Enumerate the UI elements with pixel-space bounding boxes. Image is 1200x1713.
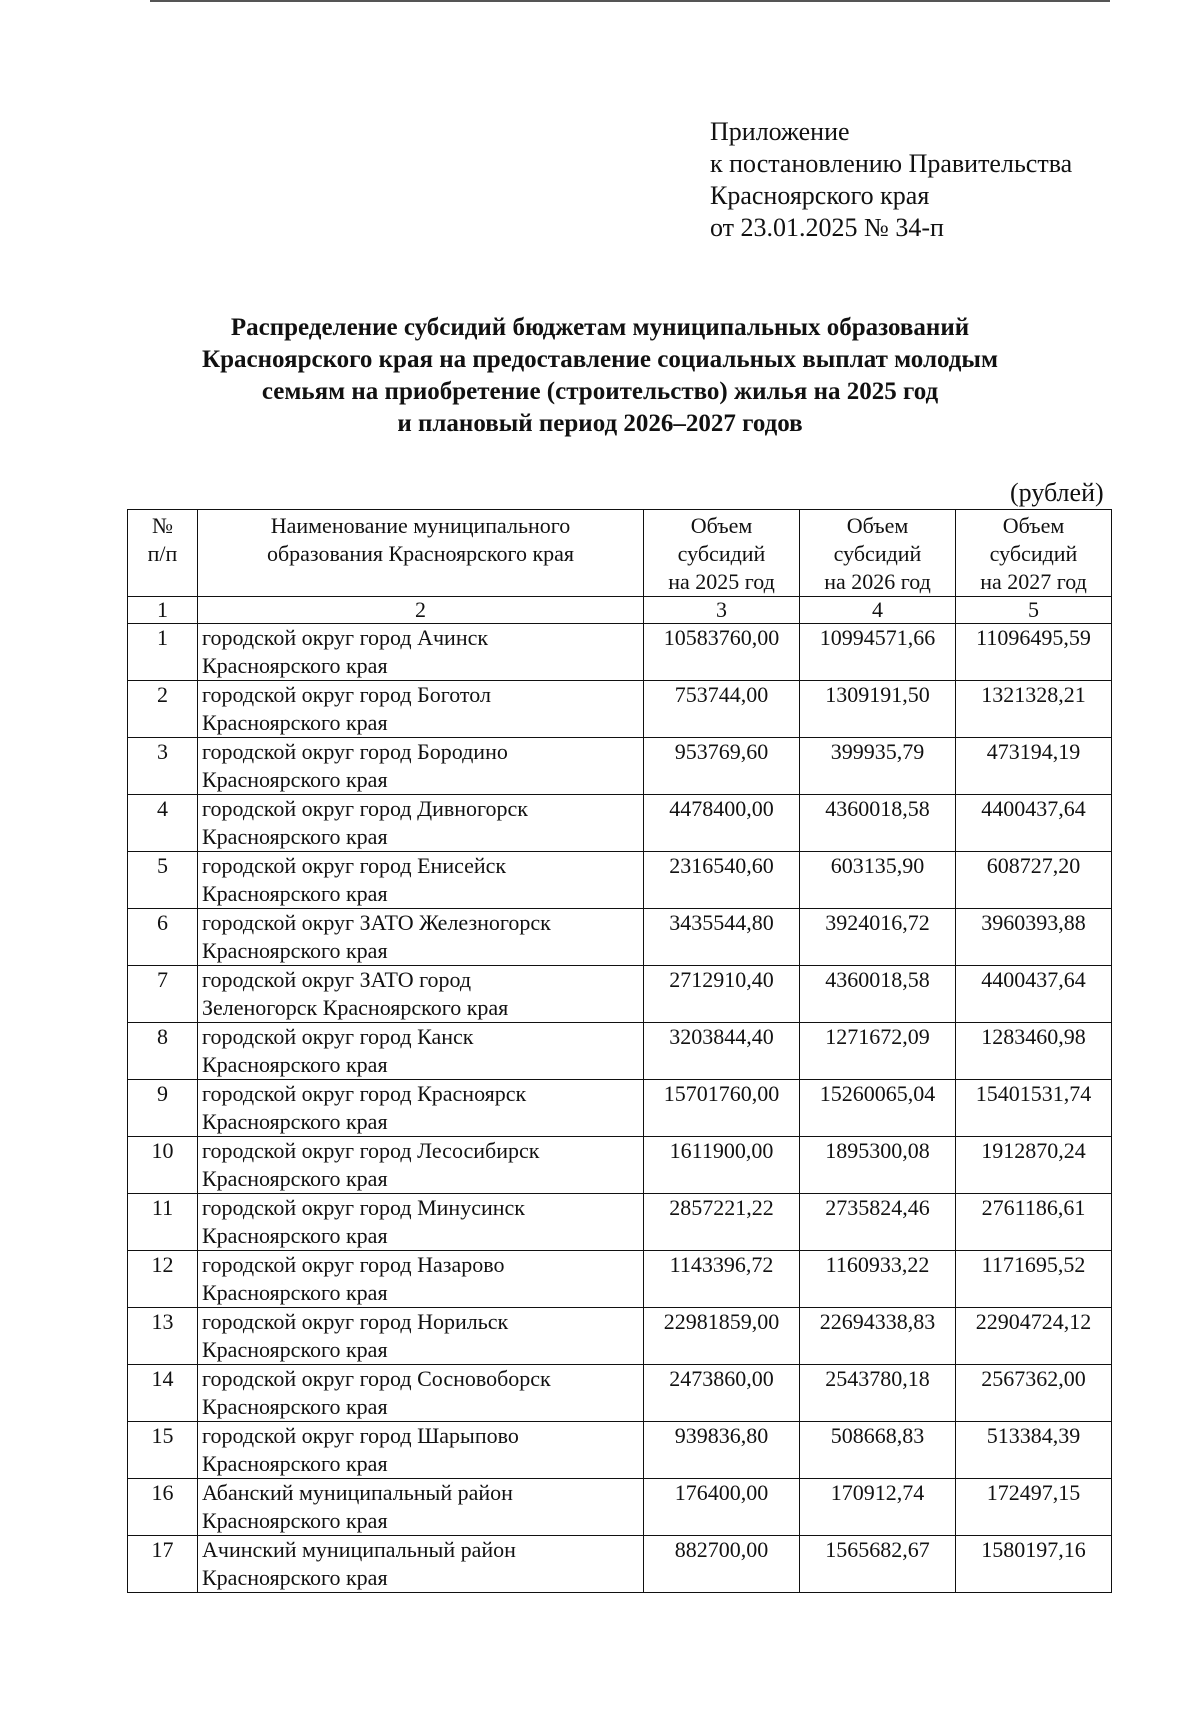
row-number: 13	[128, 1308, 198, 1365]
municipality-name-line: городской округ город Норильск	[202, 1309, 509, 1334]
subsidy-2026: 3924016,72	[800, 909, 956, 966]
subsidy-2026: 170912,74	[800, 1479, 956, 1536]
table-row	[128, 795, 1112, 852]
municipality-name-line: городской округ город Лесосибирск	[202, 1138, 540, 1163]
column-index: 3	[644, 597, 800, 624]
subsidy-2027: 608727,20	[956, 852, 1112, 909]
municipality-name-line: Красноярского края	[202, 710, 388, 735]
municipality-name	[198, 1251, 644, 1308]
table-row	[128, 1308, 1112, 1365]
subsidy-2026: 10994571,66	[800, 624, 956, 681]
table-row	[128, 1251, 1112, 1308]
municipality-name-line: Красноярского края	[202, 1451, 388, 1476]
row-number: 12	[128, 1251, 198, 1308]
row-number: 7	[128, 966, 198, 1023]
municipality-name-line: Красноярского края	[202, 1166, 388, 1191]
subsidy-2027: 11096495,59	[956, 624, 1112, 681]
municipality-name-line: Красноярского края	[202, 1394, 388, 1419]
table-row	[128, 1023, 1112, 1080]
table-row	[128, 1479, 1112, 1536]
subsidy-2025: 176400,00	[644, 1479, 800, 1536]
row-number: 3	[128, 738, 198, 795]
municipality-name	[198, 1422, 644, 1479]
subsidy-2025: 953769,60	[644, 738, 800, 795]
row-number: 9	[128, 1080, 198, 1137]
subsidy-2025: 1143396,72	[644, 1251, 800, 1308]
row-number: 17	[128, 1536, 198, 1593]
row-number: 2	[128, 681, 198, 738]
municipality-name-line: Красноярского края	[202, 767, 388, 792]
municipality-name-line: Красноярского края	[202, 881, 388, 906]
municipality-name-line: городской округ город Канск	[202, 1024, 474, 1049]
subsidy-2025: 2473860,00	[644, 1365, 800, 1422]
appendix-line: Приложение	[710, 117, 850, 146]
units-label: (рублей)	[1010, 478, 1104, 507]
municipality-name-line: городской округ город Дивногорск	[202, 796, 528, 821]
subsidy-table	[127, 509, 1112, 1593]
subsidy-2027: 15401531,74	[956, 1080, 1112, 1137]
municipality-name-line: городской округ город Минусинск	[202, 1195, 525, 1220]
subsidy-2026: 15260065,04	[800, 1080, 956, 1137]
municipality-name-line: Красноярского края	[202, 938, 388, 963]
table-row	[128, 1536, 1112, 1593]
row-number: 5	[128, 852, 198, 909]
subsidy-2027: 473194,19	[956, 738, 1112, 795]
row-number: 14	[128, 1365, 198, 1422]
municipality-name-line: городской округ город Енисейск	[202, 853, 507, 878]
municipality-name-line: городской округ ЗАТО Железногорск	[202, 910, 551, 935]
municipality-name	[198, 1308, 644, 1365]
municipality-name-line: городской округ город Красноярск	[202, 1081, 527, 1106]
subsidy-2027: 1171695,52	[956, 1251, 1112, 1308]
municipality-name	[198, 909, 644, 966]
municipality-name-line: Красноярского края	[202, 1052, 388, 1077]
header-2025: Объем субсидий на 2025 год	[644, 510, 800, 597]
subsidy-2025: 22981859,00	[644, 1308, 800, 1365]
municipality-name	[198, 1365, 644, 1422]
header-2027: Объем субсидий на 2027 год	[956, 510, 1112, 597]
table-row	[128, 1080, 1112, 1137]
subsidy-2027: 2761186,61	[956, 1194, 1112, 1251]
appendix-line: к постановлению Правительства	[710, 149, 1073, 178]
row-number: 15	[128, 1422, 198, 1479]
table-row	[128, 909, 1112, 966]
municipality-name-line: городской округ город Ачинск	[202, 625, 489, 650]
subsidy-2025: 882700,00	[644, 1536, 800, 1593]
subsidy-2025: 2712910,40	[644, 966, 800, 1023]
municipality-name-line: Красноярского края	[202, 1508, 388, 1533]
table-row	[128, 738, 1112, 795]
row-number: 11	[128, 1194, 198, 1251]
table-row	[128, 1137, 1112, 1194]
municipality-name-line: Красноярского края	[202, 1337, 388, 1362]
column-index-row	[128, 597, 1112, 624]
subsidy-2025: 3435544,80	[644, 909, 800, 966]
table-header-row	[128, 510, 1112, 597]
subsidy-2027: 22904724,12	[956, 1308, 1112, 1365]
header-number: № п/п	[128, 510, 198, 597]
subsidy-2026: 1160933,22	[800, 1251, 956, 1308]
subsidy-2025: 10583760,00	[644, 624, 800, 681]
subsidy-2026: 4360018,58	[800, 966, 956, 1023]
municipality-name-line: Зеленогорск Красноярского края	[202, 995, 509, 1020]
municipality-name-line: Абанский муниципальный район	[202, 1480, 513, 1505]
municipality-name-line: Красноярского края	[202, 653, 388, 678]
document-title	[150, 312, 1050, 440]
subsidy-2027: 2567362,00	[956, 1365, 1112, 1422]
subsidy-2026: 22694338,83	[800, 1308, 956, 1365]
subsidy-2026: 1271672,09	[800, 1023, 956, 1080]
subsidy-2027: 513384,39	[956, 1422, 1112, 1479]
subsidy-2027: 4400437,64	[956, 795, 1112, 852]
subsidy-2027: 1580197,16	[956, 1536, 1112, 1593]
table-row	[128, 1194, 1112, 1251]
subsidy-2027: 1321328,21	[956, 681, 1112, 738]
table-row	[128, 966, 1112, 1023]
subsidy-2027: 172497,15	[956, 1479, 1112, 1536]
column-index: 2	[198, 597, 644, 624]
subsidy-2027: 1283460,98	[956, 1023, 1112, 1080]
subsidy-2025: 4478400,00	[644, 795, 800, 852]
header-2026: Объем субсидий на 2026 год	[800, 510, 956, 597]
municipality-name-line: Ачинский муниципальный район	[202, 1537, 516, 1562]
subsidy-2025: 2316540,60	[644, 852, 800, 909]
municipality-name-line: городской округ ЗАТО город	[202, 967, 472, 992]
municipality-name-line: городской округ город Боготол	[202, 682, 491, 707]
subsidy-2026: 2543780,18	[800, 1365, 956, 1422]
column-index: 4	[800, 597, 956, 624]
municipality-name	[198, 1479, 644, 1536]
title-line: семьям на приобретение (строительство) жилья на 2025 год	[261, 378, 939, 405]
row-number: 1	[128, 624, 198, 681]
subsidy-2026: 508668,83	[800, 1422, 956, 1479]
municipality-name	[198, 1194, 644, 1251]
table-body	[128, 624, 1112, 1593]
row-number: 16	[128, 1479, 198, 1536]
municipality-name	[198, 1023, 644, 1080]
subsidy-2026: 4360018,58	[800, 795, 956, 852]
subsidy-2025: 2857221,22	[644, 1194, 800, 1251]
row-number: 6	[128, 909, 198, 966]
municipality-name	[198, 681, 644, 738]
municipality-name	[198, 852, 644, 909]
table-row	[128, 624, 1112, 681]
subsidy-2025: 3203844,40	[644, 1023, 800, 1080]
row-number: 4	[128, 795, 198, 852]
municipality-name-line: городской округ город Шарыпово	[202, 1423, 519, 1448]
column-index: 5	[956, 597, 1112, 624]
municipality-name-line: городской округ город Назарово	[202, 1252, 505, 1277]
table-row	[128, 1422, 1112, 1479]
subsidy-2026: 1895300,08	[800, 1137, 956, 1194]
municipality-name-line: Красноярского края	[202, 1223, 388, 1248]
appendix-line: Красноярского края	[710, 181, 930, 210]
top-rule	[150, 0, 1110, 2]
title-line: и плановый период 2026–2027 годов	[397, 410, 803, 437]
municipality-name	[198, 1137, 644, 1194]
municipality-name	[198, 624, 644, 681]
municipality-name-line: городской округ город Бородино	[202, 739, 508, 764]
table-row	[128, 1365, 1112, 1422]
title-line: Красноярского края на предоставление социальных выплат молодым	[202, 346, 998, 373]
municipality-name	[198, 1080, 644, 1137]
column-index: 1	[128, 597, 198, 624]
subsidy-2026: 2735824,46	[800, 1194, 956, 1251]
subsidy-2025: 939836,80	[644, 1422, 800, 1479]
municipality-name-line: Красноярского края	[202, 1109, 388, 1134]
municipality-name	[198, 966, 644, 1023]
row-number: 8	[128, 1023, 198, 1080]
subsidy-2025: 1611900,00	[644, 1137, 800, 1194]
municipality-name-line: Красноярского края	[202, 1565, 388, 1590]
title-line: Распределение субсидий бюджетам муниципальных образований	[230, 314, 970, 341]
municipality-name-line: городской округ город Сосновоборск	[202, 1366, 551, 1391]
subsidy-2025: 15701760,00	[644, 1080, 800, 1137]
subsidy-2026: 399935,79	[800, 738, 956, 795]
municipality-name-line: Красноярского края	[202, 824, 388, 849]
appendix-block	[710, 116, 1072, 244]
municipality-name	[198, 1536, 644, 1593]
subsidy-2025: 753744,00	[644, 681, 800, 738]
municipality-name	[198, 738, 644, 795]
header-name: Наименование муниципального образования Красноярского края	[198, 510, 644, 597]
subsidy-2026: 1565682,67	[800, 1536, 956, 1593]
table-row	[128, 852, 1112, 909]
row-number: 10	[128, 1137, 198, 1194]
subsidy-2026: 603135,90	[800, 852, 956, 909]
appendix-line: от 23.01.2025 № 34-п	[710, 213, 944, 242]
table-row	[128, 681, 1112, 738]
subsidy-2027: 1912870,24	[956, 1137, 1112, 1194]
subsidy-2027: 4400437,64	[956, 966, 1112, 1023]
subsidy-2027: 3960393,88	[956, 909, 1112, 966]
municipality-name	[198, 795, 644, 852]
municipality-name-line: Красноярского края	[202, 1280, 388, 1305]
subsidy-2026: 1309191,50	[800, 681, 956, 738]
